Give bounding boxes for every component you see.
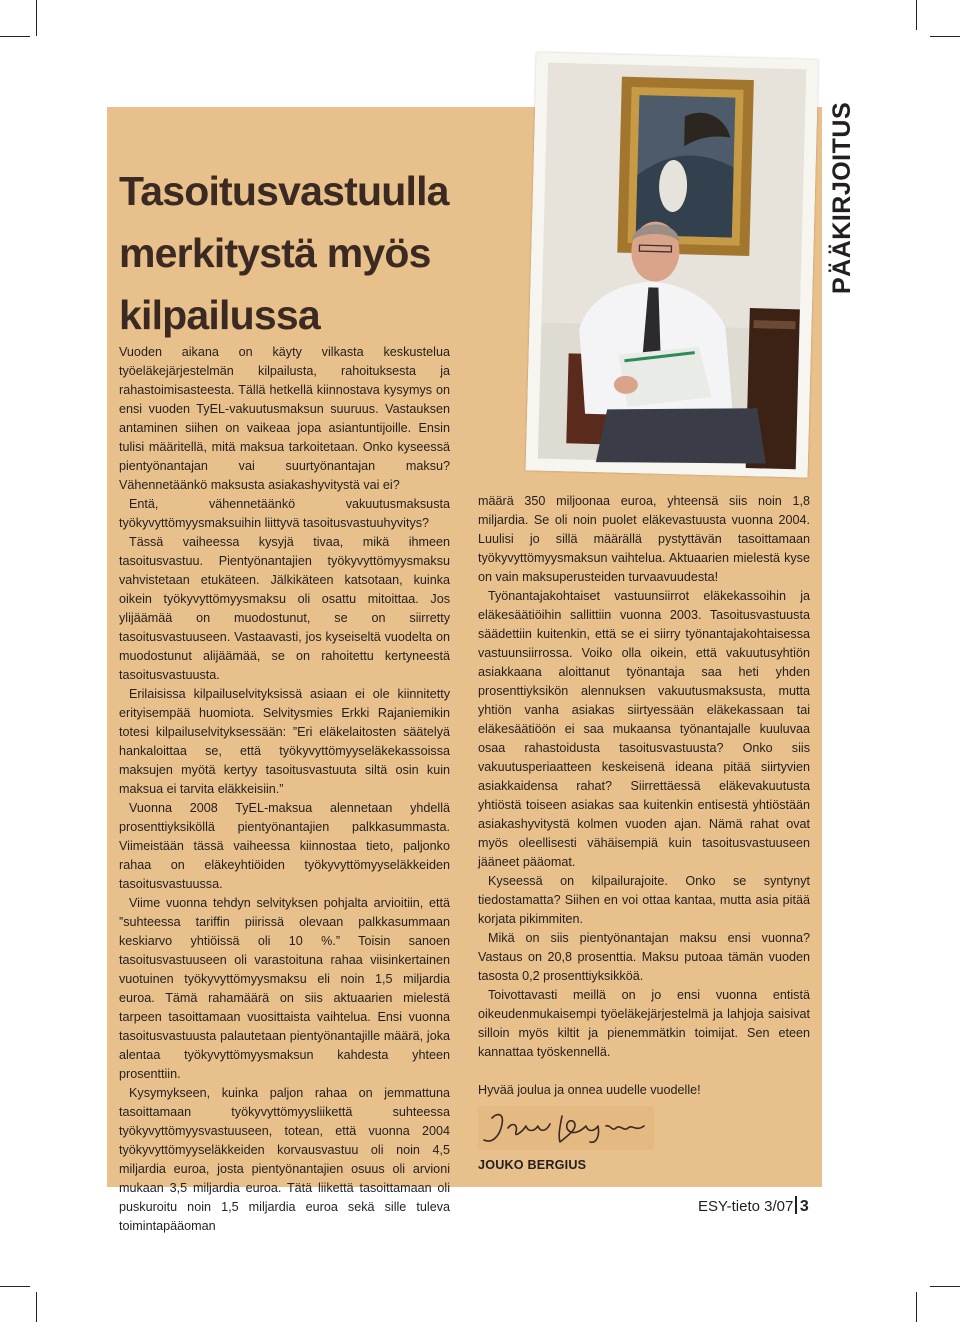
body-paragraph: Mikä on siis pientyönantajan maksu ensi vuonna? Vastaus on 20,8 prosenttia. Maksu putoaa tämän vuoden tasosta 0,2 prosenttiyksikköä.: [478, 931, 810, 983]
article-title: [119, 160, 499, 346]
body-paragraph: Kyseessä on kilpailurajoite. Onko se syntynyt tiedostamatta? Siihen en voi ottaa kantaa, mutta asia pitää korjata pikimmiten.: [478, 874, 810, 926]
title-line: kilpailussa: [119, 292, 320, 338]
publication-name: ESY-tieto 3/07: [698, 1198, 794, 1215]
body-paragraph: Vuonna 2008 TyEL-maksua alennetaan yhdellä prosenttiyksiköllä pientyönantajien palkkasummasta. Viimeistään tässä vaiheessa kiinnostaa tieto, paljonko rahaa on eläkeyhtiöiden työkyvyttömyyseläkkeiden tasoitusvastuussa.: [119, 801, 450, 891]
body-paragraph: Toivottavasti meillä on jo ensi vuonna entistä oikeudenmukaisempi työeläkejärjestelmä ja lahjoja saisivat silloin myös kiltit ja pienemmätkin toimijat. Sen eteen kannattaa työskennellä.: [478, 988, 810, 1059]
crop-mark: [36, 1292, 37, 1322]
body-paragraph: Työnantajakohtaiset vastuunsiirrot eläkekassoihin ja eläkesäätiöihin sallittiin vuonna 2003. Tasoitusvastuusta säädettiin kuitenkin, että se ei siirry työnantajakohtaisessa vastuunsiirrossa. Voiko olla oikein, että vakuutusyhtiön asiakkaana aloittanut työnantaja saa heti yhden prosenttiyksikön alennuksen vakuutusmaksusta, mutta yhtiön vanha asiakas siirtyessään eläkekassaan tai eläkesäätiöön ei saa mukaansa työnantajalle kuuluvaa osaa rahastoidusta tasoitusvastuusta? Onko siis vakuutusperiaatteen keskeisenä ideana pitää siirtyvien asiakkaidensa rahat? Siirrettäessä eläkevakuutusta yhtiöstä toiseen asiakas saa kuitenkin entisestä yhtiöstään asiakashyvitystä kolmen vuoden ajan. Nämä rahat ovat myös oleellisesti vähäisempiä kuin tasoitusvastuuseen jääneet pääomat.: [478, 589, 810, 869]
body-paragraph: Tässä vaiheessa kysyjä tivaa, mikä ihmeen tasoitusvastuu. Pientyönantajien työkyvyttömyysmaksu vahvistetaan etukäteen. Jälkikäteen katsotaan, kuinka oikein työkyvyttömyysmaksu oli osattu mitoittaa. Jos ylijäämää on muodostunut, se on siirretty tasoitusvastuuseen. Vastaavasti, jos kyseiseltä vuodelta on muodostunut alijäämää, se on rahoitettu kertyneestä tasoitusvastuusta.: [119, 535, 450, 682]
crop-mark: [916, 0, 917, 30]
page-number: 3: [799, 1198, 809, 1215]
crop-mark: [930, 36, 960, 37]
crop-mark: [0, 36, 30, 37]
title-line: Tasoitusvastuulla: [119, 168, 449, 214]
closing-greeting: Hyvää joulua ja onnea uudelle vuodelle!: [478, 1083, 701, 1097]
body-paragraph: Kysymykseen, kuinka paljon rahaa on jemmattuna tasoittamaan työkyvyttömyysliikettä suhteessa työkyvyttömyysvastuuseen, totean, että vuonna 2004 työkyvyttömyyseläkkeiden korvausvastuu oli noin 4,5 miljardia euroa, josta pientyönantajien osuus oli arvioni mukaan 3,5 miljardia euroa. Tätä liikettä tasoittamaan oli puskuroitu noin 1,5 miljardia euroa sekä sille tuleva toimintapääoman: [119, 1086, 450, 1233]
crop-mark: [0, 1286, 30, 1287]
section-label: PÄÄKIRJOITUS: [828, 101, 856, 294]
page-footer: [698, 1196, 809, 1216]
title-line: merkitystä myös: [119, 230, 431, 276]
body-paragraph: Entä, vähennetäänkö vakuutusmaksusta työkyvyttömyysmaksuihin liittyvä tasoitusvastuuhyvitys?: [119, 497, 450, 530]
signature: [478, 1102, 654, 1152]
crop-mark: [930, 1286, 960, 1287]
body-paragraph: Vuoden aikana on käyty vilkasta keskustelua työeläkejärjestelmän kilpailusta, rahoituksesta ja rahastoimisasteesta. Tällä hetkellä kiinnostava kysymys on ensi vuoden TyEL-vakuutusmaksun suuruus. Vastauksen antaminen siihen on vaikeaa jopa asiantuntijoille. Ensin tulisi määritellä, mitä maksua tarkoitetaan. Onko kyseessä pientyönantajan vai suurtyönantajan maksu? Vähennetäänkö maksusta asiakashyvitystä vai ei?: [119, 345, 450, 492]
author-photo: [526, 52, 819, 477]
body-column-left: [119, 343, 450, 1236]
author-name: JOUKO BERGIUS: [478, 1158, 587, 1172]
crop-mark: [916, 1292, 917, 1322]
body-paragraph: määrä 350 miljoonaa euroa, yhteensä siis noin 1,8 miljardia. Se oli noin puolet eläkevastuusta vuonna 2004. Luulisi jo sillä määrällä pystyttävän tasoittamaan työkyvyttömyysmaksun vaihtelua. Aktuaarien mielestä kyse on vain maksuperusteiden turvaavuudesta!: [478, 494, 810, 584]
body-paragraph: Erilaisissa kilpailuselvityksissä asiaan ei ole kiinnitetty erityisempää huomiota. Selvitysmies Erkki Rajaniemikin totesi kilpailuselvityksessään: ”Eri eläkelaitosten säätelyä hankaloittaa se, että työkyvyttömyyseläkekassoissa maksujen myötä kertyy tasoitusvastuuta siltä osin kuin maksua ei tarvita eläkkeisiin.”: [119, 687, 450, 796]
body-paragraph: Viime vuonna tehdyn selvityksen pohjalta arvioitiin, että ”suhteessa tariffin piirissä olevaan palkkasummaan keskiarvo yhtiöissä oli 10 %.” Toisin sanoen tasoitusvastuuseen oli varastoituna rahaa viisinkertainen vuotuinen työkyvyttömyysmaksu eli noin 1,5 miljardia euroa. Tämä rahamäärä on siis aktuaarien mielestä tarpeen tasoittamaan vuosittaista vaihtelua. Ensi vuonna tasoitusvastuusta palautetaan pientyönantajille määrä, joka alentaa työkyvyttömyysmaksun kahdesta yhteen prosenttiin.: [119, 896, 450, 1081]
body-column-right: [478, 492, 810, 1175]
crop-mark: [36, 0, 37, 36]
footer-divider: [795, 1196, 797, 1214]
